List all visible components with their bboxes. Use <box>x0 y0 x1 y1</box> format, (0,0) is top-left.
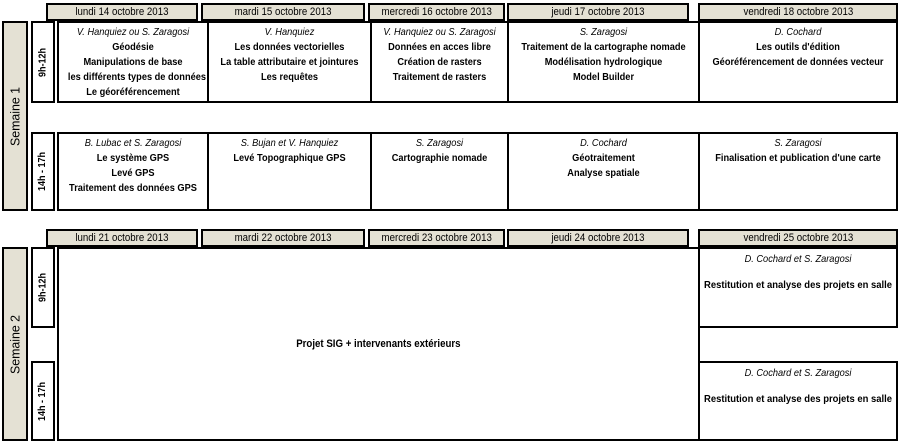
day-header-label: vendredi 18 octobre 2013 <box>743 6 853 18</box>
day-header-label: mercredi 16 octobre 2013 <box>381 6 492 18</box>
course-topic: Traitement des données GPS <box>69 182 197 194</box>
course-topic: Manipulations de base <box>83 56 183 68</box>
time-slot-text: 9h-12h <box>37 47 49 77</box>
course-cell-w1-am-mardi <box>209 23 370 101</box>
week-label-semaine-2 <box>2 247 28 441</box>
time-slot-w1-morning <box>31 21 55 103</box>
day-header-label: mercredi 23 octobre 2013 <box>381 232 492 244</box>
course-topic: Analyse spatiale <box>567 167 640 179</box>
course-topic: Model Builder <box>572 71 635 83</box>
course-topic: Levé Topographique GPS <box>233 152 346 164</box>
instructor-name: S. Zaragosi <box>415 137 464 149</box>
course-topic: Géodésie <box>112 41 154 53</box>
friday-cell-w2-am <box>698 247 898 328</box>
course-topic: Le système GPS <box>96 152 170 164</box>
course-topic: Modélisation hydrologique <box>544 56 663 68</box>
course-cell-w1-am-jeudi <box>509 23 698 101</box>
day-header-w1-mardi <box>201 3 365 21</box>
instructor-name: B. Lubac et S. Zaragosi <box>84 137 182 149</box>
course-topic: Finalisation et publication d'une carte <box>715 152 881 164</box>
course-cell-w1-am-mercredi <box>372 23 507 101</box>
instructor-name: D. Cochard et S. Zaragosi <box>744 253 852 265</box>
time-slot-text: 14h - 17h <box>37 151 49 192</box>
course-topic: Les requêtes <box>260 71 319 83</box>
course-topic: La table attributaire et jointures <box>220 56 359 68</box>
week-label-text: Semaine 2 <box>7 314 23 374</box>
course-cell-w1-am-lundi <box>59 23 207 101</box>
day-header-label: mardi 15 octobre 2013 <box>234 6 332 18</box>
day-header-label: jeudi 17 octobre 2013 <box>551 6 645 18</box>
day-header-w2-mardi <box>201 229 365 247</box>
course-cell-w1-pm-jeudi <box>509 134 698 209</box>
day-header-w1-lundi <box>46 3 198 21</box>
day-header-w2-mercredi <box>368 229 505 247</box>
instructor-name: V. Hanquiez <box>264 26 315 38</box>
time-slot-w2-morning <box>31 247 55 328</box>
course-topic: Traitement de la cartographe nomade <box>521 41 686 53</box>
time-slot-w1-afternoon <box>31 132 55 211</box>
week-label-semaine-1 <box>2 21 28 211</box>
instructor-name: D. Cochard <box>774 26 822 38</box>
morning-row-w1 <box>57 21 898 103</box>
course-topic: Restitution et analyse des projets en salle <box>703 393 893 405</box>
course-topic: Les données vectorielles <box>234 41 345 53</box>
course-topic: Création de rasters <box>397 56 482 68</box>
instructor-name: V. Hanquiez ou S. Zaragosi <box>76 26 190 38</box>
day-header-w2-lundi <box>46 229 198 247</box>
afternoon-row-w1 <box>57 132 898 211</box>
time-slot-text: 14h - 17h <box>37 381 49 421</box>
course-cell-w1-am-vendredi <box>700 23 896 101</box>
instructor-name: S. Zaragosi <box>579 26 628 38</box>
course-cell-w1-pm-lundi <box>59 134 207 209</box>
instructor-name: D. Cochard et S. Zaragosi <box>744 367 852 379</box>
day-header-w1-jeudi <box>507 3 689 21</box>
day-header-w2-vendredi <box>698 229 898 247</box>
course-topic: Cartographie nomade <box>391 152 488 164</box>
course-cell-w1-pm-mardi <box>209 134 370 209</box>
day-header-label: lundi 14 octobre 2013 <box>75 6 169 18</box>
course-topic: les différents types de données <box>67 71 207 83</box>
course-topic: Données en acces libre <box>388 41 491 53</box>
time-slot-w2-afternoon <box>31 361 55 441</box>
course-topic: Levé GPS <box>111 167 155 179</box>
project-cell <box>57 247 700 441</box>
course-cell-w1-pm-mercredi <box>372 134 507 209</box>
day-header-w2-jeudi <box>507 229 689 247</box>
course-topic: Les outils d'édition <box>756 41 840 53</box>
friday-cell-w2-pm <box>698 361 898 441</box>
instructor-name: D. Cochard <box>580 137 627 149</box>
project-label: Projet SIG + intervenants extérieurs <box>296 338 461 350</box>
course-topic: Géoréférencement de données vecteur <box>712 56 884 68</box>
instructor-name: S. Zaragosi <box>774 137 822 149</box>
day-header-label: vendredi 25 octobre 2013 <box>743 232 853 244</box>
day-header-label: mardi 22 octobre 2013 <box>234 232 332 244</box>
day-header-label: jeudi 24 octobre 2013 <box>551 232 645 244</box>
instructor-name: S. Bujan et V. Hanquiez <box>240 137 339 149</box>
week-label-text: Semaine 1 <box>7 86 23 146</box>
course-topic: Le géoréférencement <box>86 86 180 98</box>
course-cell-w1-pm-vendredi <box>700 134 896 209</box>
course-topic: Géotraitement <box>572 152 635 164</box>
course-topic: Traitement de rasters <box>392 71 487 83</box>
day-header-w1-vendredi <box>698 3 898 21</box>
instructor-name: V. Hanquiez ou S. Zaragosi <box>383 26 496 38</box>
time-slot-text: 9h-12h <box>37 272 49 303</box>
day-header-w1-mercredi <box>368 3 505 21</box>
day-header-label: lundi 21 octobre 2013 <box>75 232 169 244</box>
course-topic: Restitution et analyse des projets en salle <box>703 279 893 291</box>
